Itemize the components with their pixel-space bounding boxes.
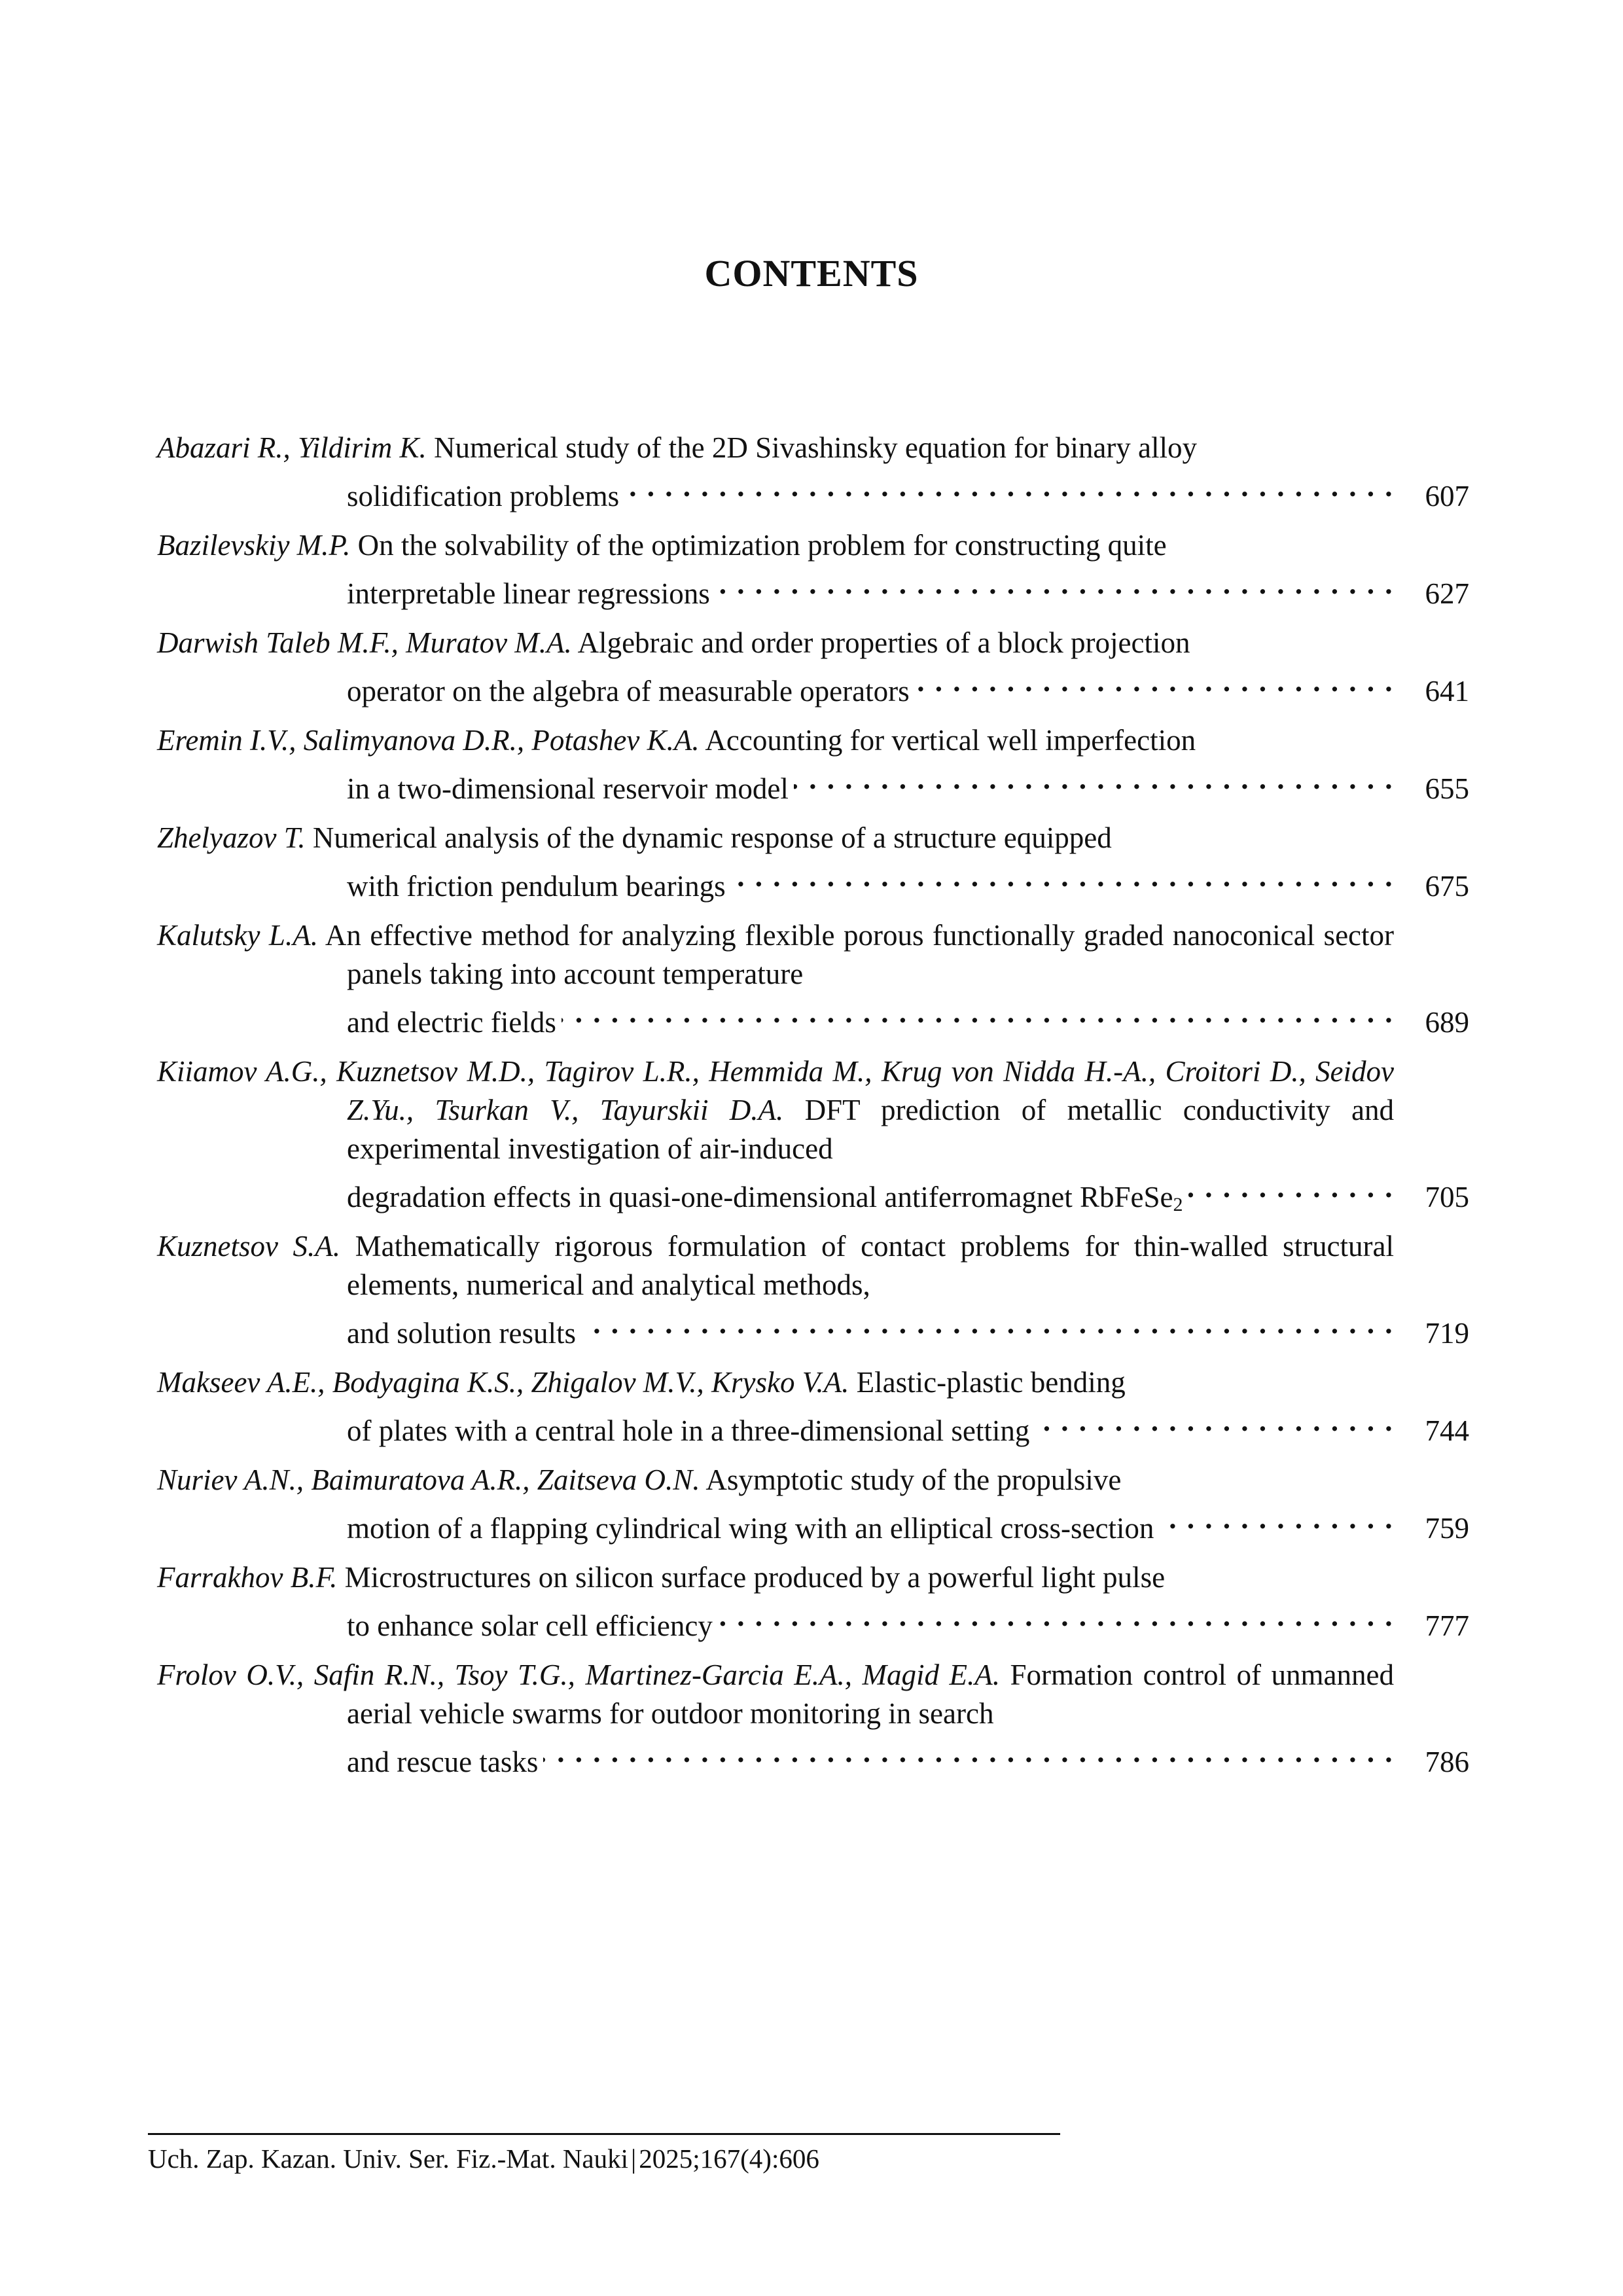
toc-entry-authors: Kiiamov A.G., Kuznetsov M.D., Tagirov L.R., Hemmida M., Krug von Nidda H.-A., Croitori D., Seidov Z.Yu., Tsurkan V., Tayurskii D.A. <box>157 1055 1394 1126</box>
toc-entry-heading <box>157 819 1394 857</box>
footer-journal: Uch. Zap. Kazan. Univ. Ser. Fiz.-Mat. Nauki <box>148 2144 629 2174</box>
toc-entry-page[interactable]: 705 <box>1425 1181 1469 1213</box>
toc-entry-title-tail <box>347 1178 1183 1217</box>
toc-entry[interactable] <box>157 526 1469 613</box>
toc-entry-authors: Nuriev A.N., Baimuratova A.R., Zaitseva O.N. <box>157 1463 700 1496</box>
toc-entry-authors: Eremin I.V., Salimyanova D.R., Potashev K.A. <box>157 724 700 757</box>
toc-entry-last-line <box>157 760 1394 808</box>
toc-entry-title: for thin-walled structural elements, numerical and analytical methods, <box>347 1230 1394 1301</box>
toc-entry-last-line <box>157 662 1394 711</box>
toc-entry-page[interactable]: 759 <box>1425 1512 1469 1545</box>
footer-issue: 2025;167(4):606 <box>639 2144 819 2174</box>
toc-entry-heading <box>157 1227 1394 1304</box>
toc-entry-last-line <box>157 1402 1394 1450</box>
dot-leader <box>715 565 1394 603</box>
toc-entry[interactable] <box>157 1227 1469 1353</box>
dot-leader <box>624 467 1394 506</box>
toc-entry-last-line <box>157 1733 1394 1782</box>
toc-entry[interactable] <box>157 721 1469 808</box>
toc-entry-title: Microstructures on silicon surface produced by a powerful light pulse <box>344 1561 1166 1594</box>
toc-entry-title-tail: motion of a flapping cylindrical wing with an elliptical cross-section <box>347 1512 1154 1545</box>
toc-entry-authors: Frolov O.V., Safin R.N., Tsoy T.G., Martinez-Garcia E.A., Magid E.A. <box>157 1659 1000 1691</box>
toc-entry-heading <box>157 526 1394 565</box>
toc-entry-title: Asymptotic study of the propulsive <box>705 1463 1122 1496</box>
toc-entry-page[interactable]: 786 <box>1425 1746 1469 1778</box>
footer-citation <box>148 2140 819 2177</box>
dot-leader <box>581 1304 1394 1343</box>
toc-entry-heading <box>157 624 1394 662</box>
toc-entry[interactable] <box>157 1461 1469 1548</box>
toc-entry-page[interactable]: 641 <box>1425 675 1469 708</box>
toc-entry-title: of metallic conductivity and experimental investigation of air-induced <box>347 1094 1395 1165</box>
toc-entry-last-line <box>157 857 1394 906</box>
toc-entry-title: An effective method for analyzing flexible porous functionally <box>325 919 1075 952</box>
toc-entry-title: Numerical study of the 2D Sivashinsky equation for binary alloy <box>433 431 1198 464</box>
toc-entry-title-tail: solidification problems <box>347 480 620 512</box>
dot-leader <box>718 1597 1394 1636</box>
dot-leader <box>562 994 1394 1032</box>
toc-entry-title-tail: of plates with a central hole in a three-dimensional setting <box>347 1414 1030 1447</box>
toc-entry-title: DFT prediction <box>804 1094 1001 1126</box>
toc-entry[interactable] <box>157 1656 1469 1782</box>
dot-leader <box>1035 1402 1394 1441</box>
toc-entry-authors: Zhelyazov T. <box>157 821 306 854</box>
toc-entry-page[interactable]: 655 <box>1425 772 1469 805</box>
toc-entry[interactable] <box>157 916 1469 1042</box>
toc-entry-authors: Makseev A.E., Bodyagina K.S., Zhigalov M.V., Krysko V.A. <box>157 1366 849 1399</box>
toc-entry-page[interactable]: 675 <box>1425 870 1469 903</box>
dot-leader <box>794 760 1394 798</box>
toc-entry-authors: Farrakhov B.F. <box>157 1561 338 1594</box>
toc-entry-heading <box>157 1052 1394 1168</box>
toc-entry[interactable] <box>157 819 1469 906</box>
toc-entry-authors: Kalutsky L.A. <box>157 919 318 952</box>
toc-entry-last-line <box>157 1597 1394 1645</box>
toc-entry-heading <box>157 429 1394 467</box>
toc-entry-heading <box>157 1558 1394 1597</box>
toc-entry-page[interactable]: 719 <box>1425 1317 1469 1350</box>
toc-entry-last-line <box>157 467 1394 516</box>
page-title: CONTENTS <box>704 251 919 295</box>
toc-entry[interactable] <box>157 1363 1469 1450</box>
toc-entry-title: control of unmanned aerial vehicle swarms for outdoor monitoring in search <box>347 1659 1395 1730</box>
toc-entry-page[interactable]: 777 <box>1425 1609 1469 1642</box>
toc-entry-last-line <box>157 565 1394 613</box>
toc-entry-last-line <box>157 1168 1394 1217</box>
toc-entry-title: graded nanoconical sector panels taking into account temperature <box>347 919 1394 990</box>
toc-entry-last-line <box>157 1304 1394 1353</box>
dot-leader <box>1159 1499 1394 1538</box>
toc-entry-title-tail: to enhance solar cell efficiency <box>347 1609 713 1642</box>
chemical-subscript: 2 <box>1173 1194 1183 1215</box>
footer-divider <box>148 2133 1060 2135</box>
toc-entry-authors: Kuznetsov S.A. <box>157 1230 341 1263</box>
toc-entry-title-tail-text: degradation effects in quasi-one-dimensional antiferromagnet RbFeSe <box>347 1181 1173 1213</box>
dot-leader <box>915 662 1394 701</box>
table-of-contents <box>157 429 1469 1792</box>
toc-entry-page[interactable]: 689 <box>1425 1006 1469 1039</box>
toc-entry-title-tail: and electric fields <box>347 1006 556 1039</box>
toc-entry-heading <box>157 1363 1394 1402</box>
dot-leader <box>731 857 1394 896</box>
toc-entry[interactable] <box>157 429 1469 516</box>
toc-entry-authors: Abazari R., Yildirim K. <box>157 431 427 464</box>
toc-entry-last-line <box>157 1499 1394 1548</box>
toc-entry-title: On the solvability of the optimization problem for constructing quite <box>357 529 1167 562</box>
toc-entry-title-tail: and rescue tasks <box>347 1746 539 1778</box>
toc-entry-page[interactable]: 744 <box>1425 1414 1469 1447</box>
toc-entry-heading <box>157 1656 1394 1733</box>
toc-entry-title: Formation <box>1010 1659 1133 1691</box>
toc-entry-heading <box>157 1461 1394 1499</box>
dot-leader <box>1188 1168 1394 1207</box>
toc-entry-authors: Bazilevskiy M.P. <box>157 529 351 562</box>
toc-entry[interactable] <box>157 1052 1469 1217</box>
dot-leader <box>543 1733 1394 1772</box>
toc-entry-authors: Darwish Taleb M.F., Muratov M.A. <box>157 626 572 659</box>
toc-entry-last-line <box>157 994 1394 1042</box>
toc-entry-page[interactable]: 627 <box>1425 577 1469 610</box>
toc-entry-title-tail: and solution results <box>347 1317 576 1350</box>
toc-entry-title: Numerical analysis of the dynamic response of a structure equipped <box>312 821 1112 854</box>
toc-entry-title: Elastic-plastic bending <box>856 1366 1126 1399</box>
toc-entry-title-tail: operator on the algebra of measurable operators <box>347 675 910 708</box>
footer-separator: | <box>631 2144 637 2174</box>
toc-entry-page[interactable]: 607 <box>1425 480 1469 512</box>
toc-entry-title: Algebraic and order properties of a block projection <box>577 626 1190 659</box>
toc-entry-title: Mathematically rigorous formulation of contact problems <box>355 1230 1071 1263</box>
toc-entry-title: Accounting for vertical well imperfection <box>705 724 1196 757</box>
toc-entry[interactable] <box>157 624 1469 711</box>
toc-entry-title-tail: interpretable linear regressions <box>347 577 710 610</box>
toc-entry-heading <box>157 916 1394 994</box>
toc-entry-title-tail: in a two-dimensional reservoir model <box>347 772 789 805</box>
toc-entry-heading <box>157 721 1394 760</box>
toc-entry[interactable] <box>157 1558 1469 1645</box>
toc-entry-title-tail: with friction pendulum bearings <box>347 870 726 903</box>
